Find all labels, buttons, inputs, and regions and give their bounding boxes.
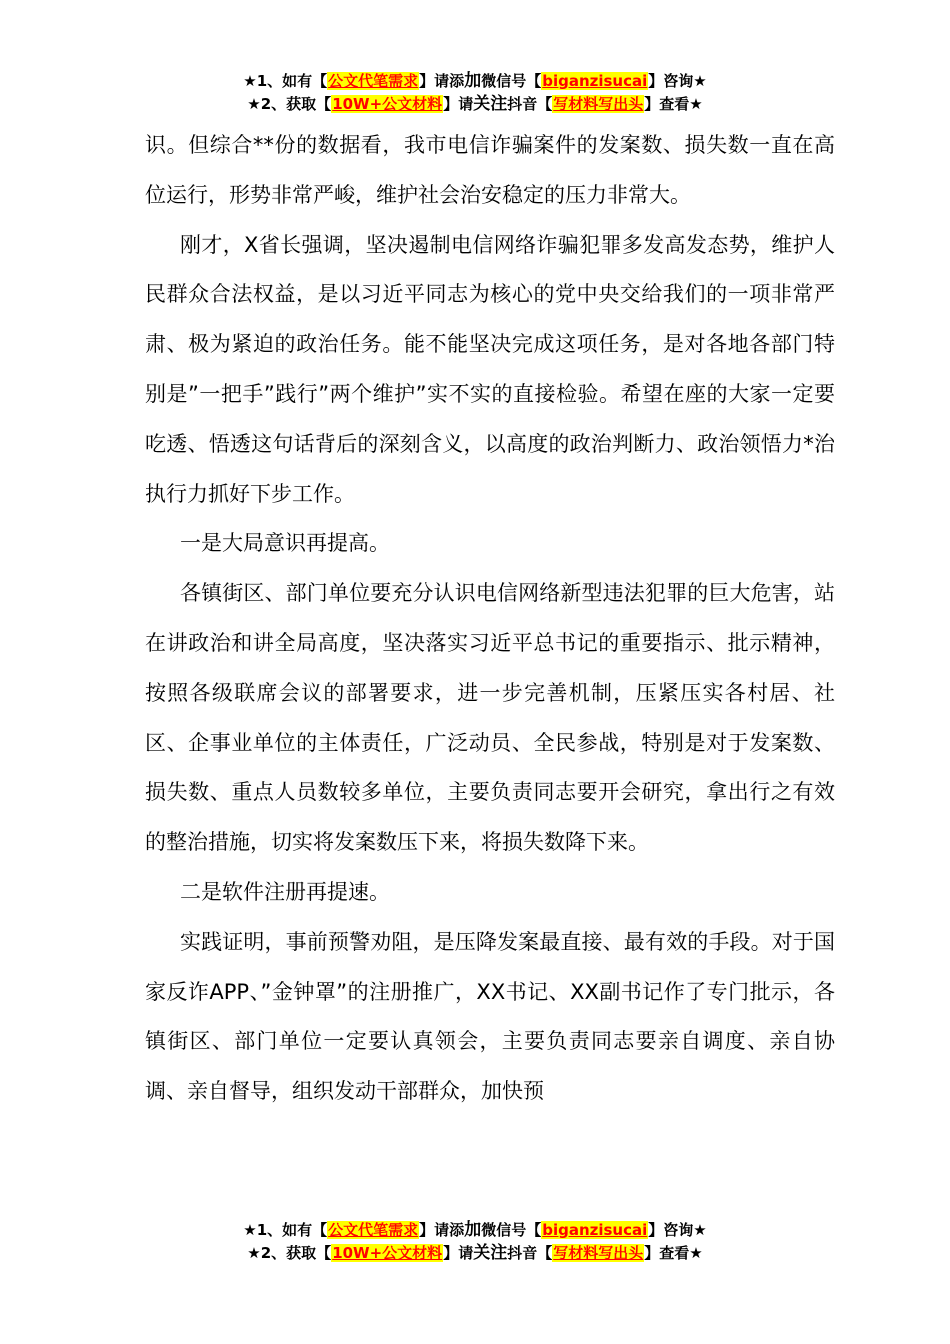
- banner-line-1: ★1、如有【公文代笔需求】请添加微信号【biganzisucai】咨询★: [243, 71, 707, 91]
- highlight-materials: 10W+公文材料: [332, 95, 443, 113]
- highlight-ghostwriting: 公文代笔需求: [328, 1221, 419, 1239]
- banner-line-2: ★2、获取【10W+公文材料】请关注抖音【写材料写出头】查看★: [247, 94, 703, 114]
- star-icon: ★: [243, 72, 257, 90]
- paragraph: 识。但综合**份的数据看，我市电信诈骗案件的发案数、损失数一直在高位运行，形势非常严峻，维护社会治安稳定的压力非常大。: [145, 133, 835, 207]
- banner-line-2: ★2、获取【10W+公文材料】请关注抖音【写材料写出头】查看★: [247, 1243, 703, 1263]
- highlight-wechat-id: biganzisucai: [542, 72, 648, 90]
- paragraph: 实践证明，事前预警劝阻，是压降发案最直接、最有效的手段。对于国家反诈APP、”金钟罩”的注册推广，XX书记、XX副书记作了专门批示，各镇街区、部门单位一定要认真领会，主要负责同志要亲自调度、亲自协调、亲自督导，组织发动干部群众，加快预: [145, 929, 835, 1104]
- section-heading: 一是大局意识再提高。: [180, 531, 390, 556]
- star-icon: ★: [247, 1244, 261, 1262]
- section-heading: 二是软件注册再提速。: [180, 879, 390, 904]
- header-banner: [0, 70, 950, 116]
- highlight-douyin: 写材料写出头: [553, 1244, 644, 1262]
- banner-line-1: ★1、如有【公文代笔需求】请添加微信号【biganzisucai】咨询★: [243, 1220, 707, 1240]
- highlight-wechat-id: biganzisucai: [542, 1221, 648, 1239]
- paragraph: 刚才，X省长强调，坚决遏制电信网络诈骗犯罪多发高发态势，维护人民群众合法权益，是以习近平同志为核心的党中央交给我们的一项非常严肃、极为紧迫的政治任务。能不能坚决完成这项任务，是对各地各部门特别是”一把手”践行”两个维护”实不实的直接检验。希望在座的大家一定要吃透、悟透这句话背后的深刻含义，以高度的政治判断力、政治领悟力*治执行力抓好下步工作。: [145, 232, 835, 506]
- paragraph: 各镇街区、部门单位要充分认识电信网络新型违法犯罪的巨大危害，站在讲政治和讲全局高度，坚决落实习近平总书记的重要指示、批示精神，按照各级联席会议的部署要求，进一步完善机制，压紧压实各村居、社区、企事业单位的主体责任，广泛动员、全民参战，特别是对于发案数、损失数、重点人员数较多单位，主要负责同志要开会研究，拿出行之有效的整治措施，切实将发案数压下来，将损失数降下来。: [145, 581, 835, 855]
- highlight-douyin: 写材料写出头: [553, 95, 644, 113]
- star-icon: ★: [243, 1221, 257, 1239]
- document-body: [145, 121, 835, 1117]
- star-icon: ★: [247, 95, 261, 113]
- highlight-materials: 10W+公文材料: [332, 1244, 443, 1262]
- footer-banner: [0, 1219, 950, 1265]
- highlight-ghostwriting: 公文代笔需求: [328, 72, 419, 90]
